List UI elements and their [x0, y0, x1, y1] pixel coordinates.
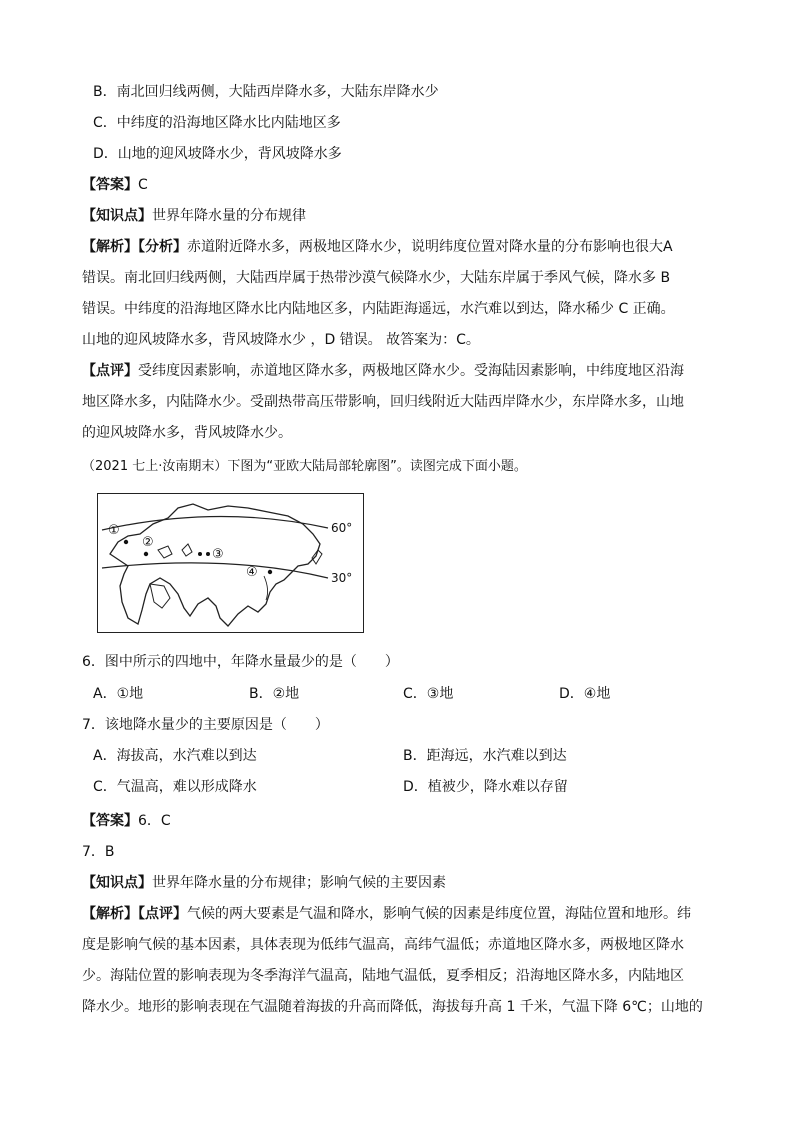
answer-value: 6．C: [138, 813, 171, 829]
analysis-2-line-2: 度是影响气候的基本因素，具体表现为低纬气温高，高纬气温低；赤道地区降水多，两极地区降水: [82, 937, 684, 953]
analysis-2-line-1: [82, 904, 691, 924]
comment-1-line-2: 地区降水多，内陆降水少。受副热带高压带影响，回归线附近大陆西岸降水少，东岸降水多，山地: [82, 394, 684, 410]
question-7-option-c[interactable]: C．气温高，难以形成降水: [93, 779, 257, 795]
sea-outline-2: [182, 544, 192, 556]
answer-1: [82, 175, 148, 195]
option-c: C．中纬度的沿海地区降水比内陆地区多: [93, 115, 341, 131]
question-7-option-d[interactable]: D．植被少，降水难以存留: [403, 779, 568, 795]
knowledge-value: 世界年降水量的分布规律: [152, 208, 306, 224]
knowledge-value: 世界年降水量的分布规律；影响气候的主要因素: [152, 875, 446, 891]
analysis-text: 气候的两大要素是气温和降水，影响气候的因素是纬度位置，海陆位置和地形。纬: [187, 906, 691, 922]
question-6-option-a[interactable]: A．①地: [93, 686, 144, 702]
point-3-label: ③: [212, 547, 224, 562]
river-line: [264, 576, 268, 600]
arabia-outline: [150, 584, 170, 608]
comment-1-line-1: [82, 361, 684, 381]
comment-text: 受纬度因素影响，赤道地区降水多，两极地区降水少。受海陆因素影响，中纬度地区沿海: [138, 363, 684, 379]
option-d: D．山地的迎风坡降水少，背风坡降水多: [93, 146, 342, 162]
knowledge-point-1: [82, 206, 306, 226]
analysis-1-line-2: 错误。南北回归线两侧，大陆西岸属于热带沙漠气候降水少，大陆东岸属于季风气候，降水多 B: [82, 270, 671, 286]
answer-value: C: [138, 177, 148, 193]
sea-outline: [158, 546, 172, 558]
point-4-label: ④: [246, 565, 258, 580]
question-7-option-a[interactable]: A．海拔高，水汽难以到达: [93, 748, 257, 764]
japan-outline: [312, 550, 322, 564]
analysis-tag: 【解析】【分析】: [82, 239, 187, 255]
knowledge-point-2: [82, 873, 446, 893]
analysis-text: 赤道附近降水多，两极地区降水少，说明纬度位置对降水量的分布影响也很大A: [187, 239, 673, 255]
point-1-label: ①: [108, 523, 120, 538]
analysis-1-line-4: 山地的迎风坡降水多，背风坡降水少 ，D 错误。 故答案为：C。: [82, 332, 480, 348]
question-6-option-c[interactable]: C．③地: [403, 686, 454, 702]
option-b: B．南北回归线两侧，大陆西岸降水多，大陆东岸降水少: [93, 84, 439, 100]
knowledge-tag: 【知识点】: [82, 208, 152, 224]
analysis-1-line-1: [82, 237, 673, 257]
question-7: 7．该地降水量少的主要原因是（ ）: [82, 717, 329, 733]
analysis-2-line-4: 降水少。地形的影响表现在气温随着海拔的升高而降低，海拔每升高 1 千米，气温下降 6℃；山地的: [82, 999, 703, 1015]
question-6: 6．图中所示的四地中，年降水量最少的是（ ）: [82, 654, 399, 670]
comment-1-line-3: 的迎风坡降水多，背风坡降水少。: [82, 425, 292, 441]
answer-tag: 【答案】: [82, 813, 138, 829]
latitude-60-label: 60°: [331, 521, 353, 535]
question-6-option-d[interactable]: D．④地: [559, 686, 611, 702]
point-4-dot: [268, 570, 272, 574]
analysis-2-line-3: 少。海陆位置的影响表现为冬季海洋气温高，陆地气温低，夏季相反；沿海地区降水多，内陆地区: [82, 968, 684, 984]
question-source: （2021 七上·汝南期末）下图为“亚欧大陆局部轮廓图”。读图完成下面小题。: [82, 459, 527, 474]
latitude-30-label: 30°: [331, 571, 353, 585]
analysis-tag: 【解析】【点评】: [82, 906, 187, 922]
question-7-option-b[interactable]: B．距海远，水汽难以到达: [403, 748, 567, 764]
answer-2: [82, 811, 171, 831]
eurasia-outline-svg: [98, 494, 363, 632]
point-1-dot: [124, 540, 128, 544]
answer-2-line-2: 7．B: [82, 844, 115, 860]
point-2-dot: [144, 552, 148, 556]
comment-tag: 【点评】: [82, 363, 138, 379]
eurasia-map: [97, 493, 364, 633]
point-3-dot-b: [206, 552, 210, 556]
point-2-label: ②: [142, 535, 154, 550]
point-3-dot-a: [198, 552, 202, 556]
analysis-1-line-3: 错误。中纬度的沿海地区降水比内陆地区多，内陆距海遥远，水汽难以到达，降水稀少 C 正确。: [82, 301, 675, 317]
question-6-option-b[interactable]: B．②地: [249, 686, 300, 702]
knowledge-tag: 【知识点】: [82, 875, 152, 891]
latitude-60-line: [102, 516, 328, 530]
answer-tag: 【答案】: [82, 177, 138, 193]
